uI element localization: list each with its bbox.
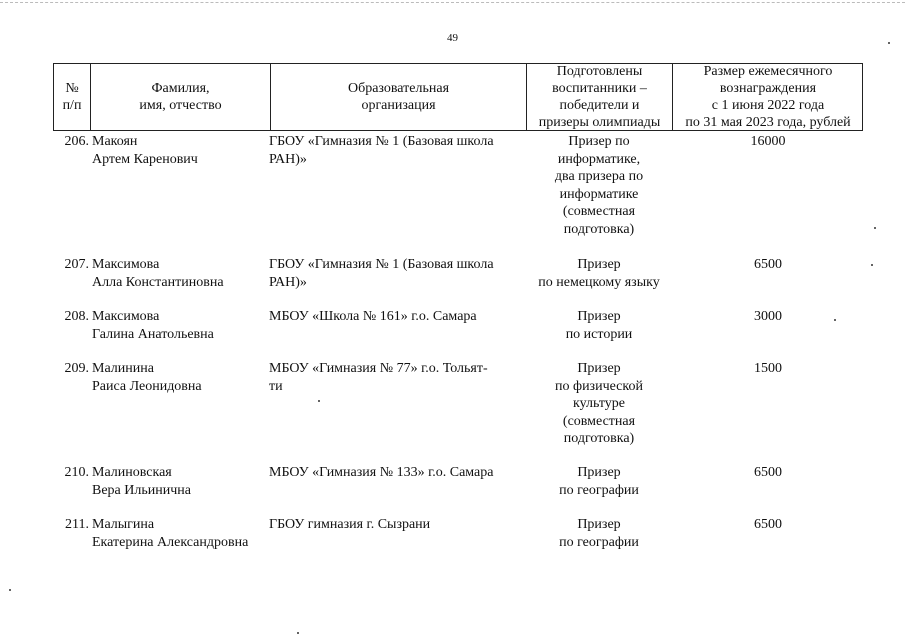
row-number: 206. <box>64 134 89 149</box>
row-amount: 6500 <box>754 257 782 272</box>
scan-speck <box>871 264 873 266</box>
row-achievement: Призер по немецкому языку <box>538 257 660 290</box>
page-number: 49 <box>447 32 458 44</box>
row-name: Малинина Раиса Леонидовна <box>92 361 202 394</box>
row-achievement: Призер по истории <box>565 309 633 342</box>
row-number: 211. <box>65 517 89 532</box>
row-number: 208. <box>64 309 89 324</box>
scan-speck <box>9 589 11 591</box>
row-amount: 16000 <box>750 134 786 149</box>
row-organization: ГБОУ «Гимназия № 1 (Базовая школа РАН)» <box>269 257 494 290</box>
scan-edge-line <box>0 2 905 3</box>
row-achievement: Призер по информатике, два призера по информатике (совместная подготовка) <box>554 134 644 237</box>
scan-speck <box>297 632 299 634</box>
row-amount: 6500 <box>754 465 782 480</box>
header-name: Фамилия, имя, отчество <box>139 81 222 113</box>
header-org: Образовательная организация <box>347 81 450 113</box>
row-achievement: Призер по географии <box>559 517 639 550</box>
header-achievement: Подготовлены воспитанники – победители и призеры олимпиады <box>538 64 661 130</box>
row-number: 207. <box>64 257 89 272</box>
row-achievement: Призер по географии <box>559 465 639 498</box>
row-name: Малиновская Вера Ильинична <box>92 465 191 498</box>
scan-speck <box>888 42 890 44</box>
row-organization: МБОУ «Школа № 161» г.о. Самара <box>269 309 477 324</box>
row-organization: ГБОУ «Гимназия № 1 (Базовая школа РАН)» <box>269 134 494 167</box>
scan-speck <box>874 227 876 229</box>
scan-speck <box>834 319 836 321</box>
row-number: 210. <box>64 465 89 480</box>
row-name: Максимова Галина Анатольевна <box>92 309 214 342</box>
table-header <box>53 63 863 131</box>
row-amount: 6500 <box>754 517 782 532</box>
row-organization: МБОУ «Гимназия № 77» г.о. Тольят- ти <box>269 361 488 394</box>
row-name: Макоян Артем Каренович <box>92 134 198 167</box>
header-amount: Размер ежемесячного вознаграждения с 1 июня 2022 года по 31 мая 2023 года, рублей <box>685 64 851 130</box>
row-organization: МБОУ «Гимназия № 133» г.о. Самара <box>269 465 494 480</box>
row-number: 209. <box>64 361 89 376</box>
scan-speck <box>318 400 320 402</box>
row-name: Малыгина Екатерина Александровна <box>92 517 249 550</box>
row-achievement: Призер по физической культуре (совместная подготовка) <box>555 361 643 446</box>
row-amount: 1500 <box>754 361 782 376</box>
row-name: Максимова Алла Константиновна <box>92 257 224 290</box>
row-organization: ГБОУ гимназия г. Сызрани <box>269 517 431 532</box>
header-num: № п/п <box>62 81 82 113</box>
row-amount: 3000 <box>754 309 782 324</box>
